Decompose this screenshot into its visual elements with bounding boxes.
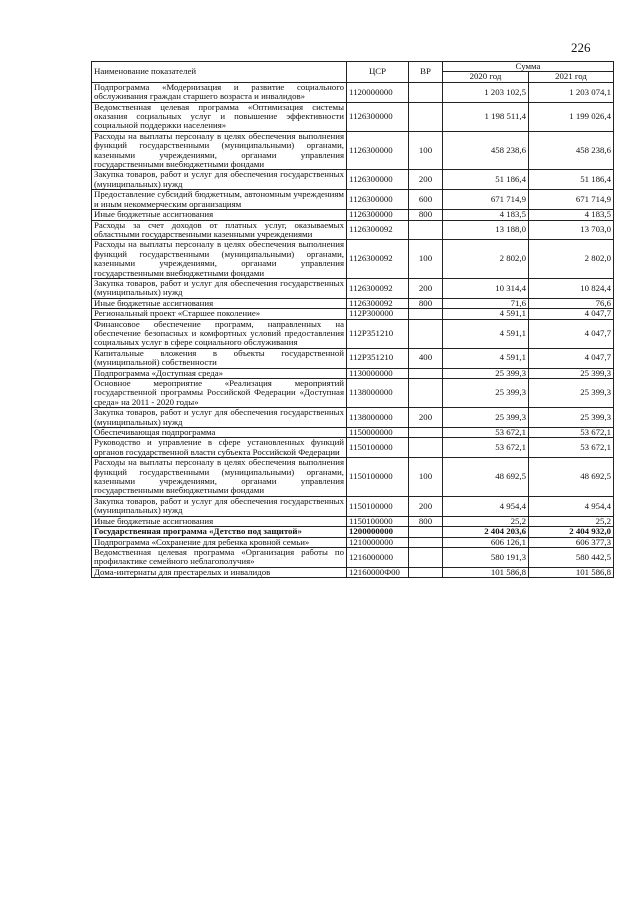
row-name: Подпрограмма «Модернизация и развитие социального обслуживания граждан старшего возраста и инвалидов» — [92, 82, 347, 102]
table-row — [92, 379, 614, 408]
row-csr: 112P351210 — [347, 348, 409, 368]
row-csr: 12160000Ф00 — [347, 567, 409, 577]
row-sum-2020: 13 188,0 — [443, 220, 529, 240]
row-sum-2020: 4 954,4 — [443, 496, 529, 516]
table-row — [92, 428, 614, 438]
row-sum-2021: 101 586,8 — [529, 567, 614, 577]
table-row — [92, 319, 614, 348]
row-sum-2021: 4 047,7 — [529, 319, 614, 348]
table-row — [92, 278, 614, 298]
row-csr: 1216000000 — [347, 547, 409, 567]
row-csr: 1126300092 — [347, 298, 409, 308]
row-vr: 100 — [409, 458, 443, 497]
row-vr — [409, 438, 443, 458]
row-vr — [409, 547, 443, 567]
row-sum-2020: 580 191,3 — [443, 547, 529, 567]
row-sum-2020: 25 399,3 — [443, 368, 529, 378]
row-csr: 1200000000 — [347, 527, 409, 537]
row-sum-2021: 2 404 932,0 — [529, 527, 614, 537]
table-row — [92, 408, 614, 428]
table-row — [92, 170, 614, 190]
row-name: Основное мероприятие «Реализация мероприятий государственной программы Российской Федерации «Доступная среда» на 2011 - 2020 годы» — [92, 379, 347, 408]
row-sum-2021: 4 047,7 — [529, 309, 614, 319]
row-sum-2021: 458 238,6 — [529, 131, 614, 170]
table-row — [92, 82, 614, 102]
row-vr — [409, 379, 443, 408]
row-vr — [409, 82, 443, 102]
row-sum-2021: 25 399,3 — [529, 379, 614, 408]
row-vr: 200 — [409, 278, 443, 298]
table-row — [92, 220, 614, 240]
row-csr: 112P300000 — [347, 309, 409, 319]
row-name: Иные бюджетные ассигнования — [92, 516, 347, 526]
row-name: Иные бюджетные ассигнования — [92, 210, 347, 220]
row-sum-2020: 48 692,5 — [443, 458, 529, 497]
row-sum-2020: 53 672,1 — [443, 428, 529, 438]
row-csr: 1126300000 — [347, 210, 409, 220]
row-vr: 800 — [409, 210, 443, 220]
budget-table — [91, 61, 614, 578]
row-name: Расходы на выплаты персоналу в целях обеспечения выполнения функций государственными (муниципальными) органами, казенными учреждениями, органами управления государственными внебюджетными фондами — [92, 458, 347, 497]
row-csr: 1150100000 — [347, 458, 409, 497]
row-name: Расходы на выплаты персоналу в целях обеспечения выполнения функций государственными (муниципальными) органами, казенными учреждениями, органами управления государственными внебюджетными фондами — [92, 240, 347, 279]
row-sum-2021: 4 183,5 — [529, 210, 614, 220]
table-body — [92, 82, 614, 577]
row-sum-2021: 4 047,7 — [529, 348, 614, 368]
row-vr: 200 — [409, 170, 443, 190]
row-sum-2021: 13 703,0 — [529, 220, 614, 240]
row-vr: 200 — [409, 496, 443, 516]
row-name: Финансовое обеспечение программ, направленных на обеспечение безопасных и комфортных условий предоставления социальных услуг в сфере социального обслуживания — [92, 319, 347, 348]
row-vr — [409, 527, 443, 537]
row-csr: 1126300000 — [347, 170, 409, 190]
row-sum-2021: 25 399,3 — [529, 408, 614, 428]
row-name: Расходы на выплаты персоналу в целях обеспечения выполнения функций государственными (муниципальными) органами, казенными учреждениями, органами управления государственными внебюджетными фондами — [92, 131, 347, 170]
row-sum-2020: 4 591,1 — [443, 319, 529, 348]
row-vr — [409, 220, 443, 240]
row-vr: 800 — [409, 298, 443, 308]
row-sum-2021: 25 399,3 — [529, 368, 614, 378]
table-row — [92, 298, 614, 308]
table-row — [92, 368, 614, 378]
row-name: Государственная программа «Детство под защитой» — [92, 527, 347, 537]
header-sum: Сумма — [443, 62, 614, 72]
row-name: Дома-интернаты для престарелых и инвалидов — [92, 567, 347, 577]
header-year-2021: 2021 год — [529, 72, 614, 82]
row-vr — [409, 102, 443, 131]
row-sum-2021: 76,6 — [529, 298, 614, 308]
table-row — [92, 516, 614, 526]
row-name: Региональный проект «Старшее поколение» — [92, 309, 347, 319]
row-csr: 1150100000 — [347, 516, 409, 526]
row-sum-2020: 4 591,1 — [443, 348, 529, 368]
row-sum-2021: 48 692,5 — [529, 458, 614, 497]
row-sum-2021: 53 672,1 — [529, 428, 614, 438]
header-year-2020: 2020 год — [443, 72, 529, 82]
header-csr: ЦСР — [347, 62, 409, 83]
table-row — [92, 527, 614, 537]
row-csr: 1138000000 — [347, 379, 409, 408]
row-vr: 800 — [409, 516, 443, 526]
row-sum-2020: 51 186,4 — [443, 170, 529, 190]
table-row — [92, 537, 614, 547]
row-vr — [409, 319, 443, 348]
table-row — [92, 496, 614, 516]
table-row — [92, 458, 614, 497]
row-name: Подпрограмма «Сохранение для ребенка кровной семьи» — [92, 537, 347, 547]
row-sum-2020: 2 404 203,6 — [443, 527, 529, 537]
row-name: Иные бюджетные ассигнования — [92, 298, 347, 308]
row-csr: 1130000000 — [347, 368, 409, 378]
table-row — [92, 547, 614, 567]
row-vr: 400 — [409, 348, 443, 368]
row-sum-2021: 606 377,3 — [529, 537, 614, 547]
row-csr: 1126300000 — [347, 102, 409, 131]
row-name: Капитальные вложения в объекты государственной (муниципальной) собственности — [92, 348, 347, 368]
row-csr: 1126300092 — [347, 220, 409, 240]
page-number: 226 — [571, 40, 591, 55]
row-name: Ведомственная целевая программа «Оптимизация системы оказания социальных услуг и повышение эффективности социальной поддержки населения» — [92, 102, 347, 131]
row-sum-2021: 1 199 026,4 — [529, 102, 614, 131]
row-vr — [409, 368, 443, 378]
row-sum-2020: 71,6 — [443, 298, 529, 308]
row-name: Обеспечивающая подпрограмма — [92, 428, 347, 438]
row-csr: 1210000000 — [347, 537, 409, 547]
row-sum-2020: 10 314,4 — [443, 278, 529, 298]
table-row — [92, 348, 614, 368]
row-sum-2021: 51 186,4 — [529, 170, 614, 190]
table-row — [92, 102, 614, 131]
row-name: Закупка товаров, работ и услуг для обеспечения государственных (муниципальных) нужд — [92, 170, 347, 190]
row-sum-2020: 1 203 102,5 — [443, 82, 529, 102]
row-csr: 1150000000 — [347, 428, 409, 438]
row-sum-2020: 53 672,1 — [443, 438, 529, 458]
row-name: Ведомственная целевая программа «Организация работы по профилактике семейного неблагополучия» — [92, 547, 347, 567]
row-vr — [409, 428, 443, 438]
row-csr: 112P351210 — [347, 319, 409, 348]
header-name: Наименование показателей — [92, 62, 347, 83]
row-vr: 100 — [409, 240, 443, 279]
row-sum-2020: 2 802,0 — [443, 240, 529, 279]
row-name: Руководство и управление в сфере установленных функций органов государственной власти субъекта Российской Федерации — [92, 438, 347, 458]
table-row — [92, 210, 614, 220]
row-vr: 100 — [409, 131, 443, 170]
table-row — [92, 240, 614, 279]
row-csr: 1126300000 — [347, 131, 409, 170]
row-sum-2021: 4 954,4 — [529, 496, 614, 516]
row-name: Предоставление субсидий бюджетным, автономным учреждениям и иным некоммерческим организациям — [92, 190, 347, 210]
row-sum-2020: 25 399,3 — [443, 408, 529, 428]
header-vr: ВР — [409, 62, 443, 83]
row-csr: 1150100000 — [347, 438, 409, 458]
row-csr: 1126300092 — [347, 278, 409, 298]
row-csr: 1126300092 — [347, 240, 409, 279]
row-sum-2020: 4 183,5 — [443, 210, 529, 220]
row-csr: 1120000000 — [347, 82, 409, 102]
table-row — [92, 567, 614, 577]
row-sum-2021: 1 203 074,1 — [529, 82, 614, 102]
table-row — [92, 309, 614, 319]
table-header — [92, 62, 614, 83]
table-row — [92, 438, 614, 458]
row-sum-2020: 25 399,3 — [443, 379, 529, 408]
row-csr: 1150100000 — [347, 496, 409, 516]
row-name: Закупка товаров, работ и услуг для обеспечения государственных (муниципальных) нужд — [92, 278, 347, 298]
row-sum-2021: 25,2 — [529, 516, 614, 526]
row-name: Подпрограмма «Доступная среда» — [92, 368, 347, 378]
row-vr — [409, 567, 443, 577]
table-row — [92, 131, 614, 170]
row-sum-2020: 101 586,8 — [443, 567, 529, 577]
row-sum-2020: 25,2 — [443, 516, 529, 526]
row-sum-2020: 1 198 511,4 — [443, 102, 529, 131]
row-vr — [409, 537, 443, 547]
row-vr: 600 — [409, 190, 443, 210]
table-row — [92, 190, 614, 210]
row-name: Закупка товаров, работ и услуг для обеспечения государственных (муниципальных) нужд — [92, 408, 347, 428]
row-vr — [409, 309, 443, 319]
row-sum-2020: 606 126,1 — [443, 537, 529, 547]
row-csr: 1138000000 — [347, 408, 409, 428]
row-sum-2021: 53 672,1 — [529, 438, 614, 458]
row-sum-2021: 2 802,0 — [529, 240, 614, 279]
row-sum-2021: 580 442,5 — [529, 547, 614, 567]
row-name: Закупка товаров, работ и услуг для обеспечения государственных (муниципальных) нужд — [92, 496, 347, 516]
row-sum-2020: 4 591,1 — [443, 309, 529, 319]
row-sum-2020: 458 238,6 — [443, 131, 529, 170]
row-vr: 200 — [409, 408, 443, 428]
row-name: Расходы за счет доходов от платных услуг, оказываемых областными государственными казенными учреждениями — [92, 220, 347, 240]
row-csr: 1126300000 — [347, 190, 409, 210]
row-sum-2021: 671 714,9 — [529, 190, 614, 210]
row-sum-2020: 671 714,9 — [443, 190, 529, 210]
row-sum-2021: 10 824,4 — [529, 278, 614, 298]
